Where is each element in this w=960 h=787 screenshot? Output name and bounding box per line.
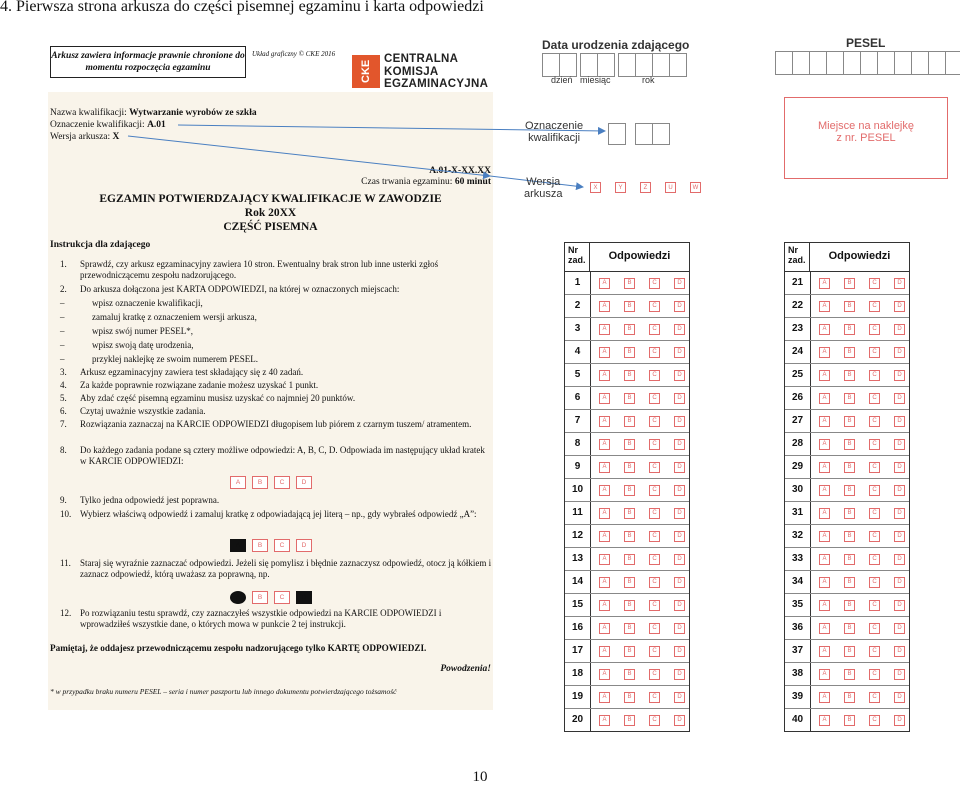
answer-checkbox[interactable]: D — [674, 554, 685, 565]
answer-checkbox[interactable]: D — [674, 669, 685, 680]
answer-checkbox[interactable]: B — [844, 600, 855, 611]
answer-checkbox[interactable]: C — [649, 646, 660, 657]
answer-row — [785, 295, 909, 318]
question-number: 34 — [785, 571, 811, 593]
answer-checkbox[interactable]: D — [674, 531, 685, 542]
answer-checkbox[interactable]: D — [894, 439, 905, 450]
qualification-code: Oznaczenie kwalifikacji: A.01 — [50, 120, 166, 130]
answer-checkbox[interactable]: A — [819, 416, 830, 427]
answer-row — [565, 617, 689, 640]
question-number: 21 — [785, 272, 811, 294]
answer-checkbox[interactable]: A — [819, 439, 830, 450]
answer-checkbox[interactable]: B — [624, 485, 635, 496]
answer-checkbox[interactable]: A — [599, 462, 610, 473]
answer-row — [785, 410, 909, 433]
legal-notice: Arkusz zawiera informacje prawnie chronione do momentu rozpoczęcia egzaminu — [50, 46, 246, 78]
answer-checkbox[interactable]: D — [674, 577, 685, 588]
answer-checkbox[interactable]: B — [844, 669, 855, 680]
answer-checkbox[interactable]: D — [894, 301, 905, 312]
question-number: 5 — [565, 364, 591, 386]
answer-checkbox[interactable]: B — [624, 278, 635, 289]
answer-checkbox[interactable]: A — [819, 393, 830, 404]
answer-row — [785, 318, 909, 341]
answer-checkbox[interactable]: C — [869, 577, 880, 588]
question-number: 39 — [785, 686, 811, 708]
answer-checkbox[interactable]: C — [649, 301, 660, 312]
answer-checkbox[interactable]: C — [649, 531, 660, 542]
answer-checkbox[interactable]: D — [674, 715, 685, 726]
answer-checkbox[interactable]: C — [649, 577, 660, 588]
answer-checkbox[interactable]: D — [894, 370, 905, 381]
answer-row — [785, 640, 909, 663]
version-label: Wersja arkusza — [524, 176, 563, 200]
version-option[interactable]: U — [665, 182, 676, 193]
answer-checkbox[interactable]: D — [894, 577, 905, 588]
question-number: 9 — [565, 456, 591, 478]
answer-checkbox[interactable]: D — [674, 416, 685, 427]
question-number: 30 — [785, 479, 811, 501]
question-number: 4 — [565, 341, 591, 363]
page-number: 10 — [472, 769, 488, 785]
answer-checkbox[interactable]: C — [869, 508, 880, 519]
answer-row — [565, 456, 689, 479]
dob-year-label: rok — [642, 75, 655, 85]
answer-checkbox[interactable]: D — [894, 462, 905, 473]
answer-checkbox[interactable]: C — [869, 347, 880, 358]
answer-checkbox[interactable]: A — [599, 324, 610, 335]
answer-checkbox[interactable]: A — [819, 600, 830, 611]
version-option[interactable]: W — [690, 182, 701, 193]
answer-checkbox[interactable]: D — [894, 416, 905, 427]
answer-checkbox[interactable]: A — [819, 485, 830, 496]
answer-checkbox[interactable]: D — [894, 692, 905, 703]
question-number: 23 — [785, 318, 811, 340]
answer-checkbox[interactable]: C — [649, 715, 660, 726]
footnote: * w przypadku braku numeru PESEL – seria i numer paszportu lub innego dokumentu potwierdzającego tożsamość — [50, 687, 397, 696]
answer-checkbox[interactable]: D — [894, 508, 905, 519]
answer-checkbox[interactable]: D — [674, 370, 685, 381]
answer-checkbox[interactable]: A — [819, 623, 830, 634]
answer-checkbox[interactable]: C — [869, 554, 880, 565]
question-number: 37 — [785, 640, 811, 662]
answer-checkbox[interactable]: B — [624, 416, 635, 427]
answer-checkbox[interactable]: C — [649, 347, 660, 358]
answer-checkbox[interactable]: D — [674, 439, 685, 450]
question-number: 29 — [785, 456, 811, 478]
pesel-cells — [775, 51, 960, 75]
answer-row — [565, 502, 689, 525]
answer-checkbox[interactable]: C — [649, 508, 660, 519]
answer-checkbox[interactable]: A — [599, 508, 610, 519]
answer-checkbox[interactable]: C — [649, 485, 660, 496]
answer-checkbox[interactable]: D — [894, 715, 905, 726]
question-number: 25 — [785, 364, 811, 386]
question-number: 11 — [565, 502, 591, 524]
question-number: 35 — [785, 594, 811, 616]
answer-checkbox[interactable]: A — [599, 393, 610, 404]
answer-row — [565, 410, 689, 433]
answer-checkbox[interactable]: D — [674, 393, 685, 404]
answer-checkbox[interactable]: A — [819, 462, 830, 473]
answer-checkbox[interactable]: C — [869, 324, 880, 335]
answer-row — [565, 640, 689, 663]
answer-row — [785, 387, 909, 410]
answer-checkbox[interactable]: C — [649, 278, 660, 289]
answer-checkbox[interactable]: D — [894, 669, 905, 680]
pesel-title: PESEL — [846, 36, 886, 50]
answer-checkbox[interactable]: D — [674, 462, 685, 473]
answer-checkbox[interactable]: A — [819, 301, 830, 312]
answer-checkbox[interactable]: D — [894, 554, 905, 565]
answer-checkbox[interactable]: B — [624, 508, 635, 519]
question-number: 26 — [785, 387, 811, 409]
answer-checkbox[interactable]: B — [624, 646, 635, 657]
answer-row — [565, 295, 689, 318]
answer-checkbox[interactable]: C — [869, 646, 880, 657]
answer-row — [785, 479, 909, 502]
answer-checkbox[interactable]: A — [599, 623, 610, 634]
reminder: Pamiętaj, że oddajesz przewodniczącemu zespołu nadzorującego tylko KARTĘ ODPOWIEDZI. — [50, 643, 427, 653]
answer-checkbox[interactable]: B — [844, 324, 855, 335]
answer-checkbox[interactable]: B — [844, 301, 855, 312]
qualification-name: Nazwa kwalifikacji: Wytwarzanie wyrobów ze szkła — [50, 108, 257, 118]
answer-row — [565, 272, 689, 295]
answer-row — [565, 479, 689, 502]
answer-checkbox[interactable]: C — [649, 324, 660, 335]
question-number: 19 — [565, 686, 591, 708]
answer-checkbox[interactable]: C — [869, 278, 880, 289]
answer-checkbox[interactable]: B — [624, 301, 635, 312]
question-number: 20 — [565, 709, 591, 731]
exam-part: CZĘŚĆ PISEMNA — [223, 221, 318, 233]
answer-checkbox[interactable]: B — [844, 278, 855, 289]
answer-row — [785, 525, 909, 548]
answer-row — [565, 387, 689, 410]
answer-checkbox[interactable]: B — [624, 577, 635, 588]
answer-row — [785, 548, 909, 571]
answer-checkbox[interactable]: D — [894, 347, 905, 358]
answer-checkbox[interactable]: D — [894, 646, 905, 657]
answer-grid-2: Nr zad. Odpowiedzi 21 A B C D 22 A B C D 23 A B C D 24 A B C D 25 A B C D 26 A B C D 27 A B C D 28 A B C D 29 A B C D 30 A B C D 31 A B C D 32 A B C D 33 A B C D 34 A B C D 35 A B C D 36 A B C D 37 A B C D 38 A B C D 39 A B C D 40 A B C D — [784, 242, 910, 732]
answer-checkbox[interactable]: A — [819, 370, 830, 381]
question-number: 24 — [785, 341, 811, 363]
dob-month-label: miesiąc — [580, 75, 611, 85]
answer-checkbox[interactable]: C — [649, 416, 660, 427]
dob-title: Data urodzenia zdającego — [542, 38, 690, 52]
answer-checkbox[interactable]: C — [869, 531, 880, 542]
answer-checkbox[interactable]: D — [674, 301, 685, 312]
answer-row — [785, 341, 909, 364]
qualification-cells — [608, 123, 669, 145]
answer-checkbox[interactable]: D — [894, 393, 905, 404]
section-heading: 4. Pierwsza strona arkusza do części pisemnej egzaminu i karta odpowiedzi — [0, 0, 484, 15]
answer-checkbox[interactable]: C — [649, 554, 660, 565]
sheet-version: Wersja arkusza: X — [50, 132, 120, 142]
answer-checkbox[interactable]: A — [599, 301, 610, 312]
pesel-sticker-area: Miejsce na naklejkę z nr. PESEL — [784, 97, 948, 179]
question-number: 32 — [785, 525, 811, 547]
answer-checkbox[interactable]: A — [819, 646, 830, 657]
answer-row — [785, 502, 909, 525]
question-number: 3 — [565, 318, 591, 340]
question-number: 15 — [565, 594, 591, 616]
answer-checkbox[interactable]: B — [624, 347, 635, 358]
answer-checkbox[interactable]: C — [649, 439, 660, 450]
question-number: 38 — [785, 663, 811, 685]
answer-checkbox[interactable]: A — [599, 646, 610, 657]
answer-checkbox[interactable]: C — [649, 669, 660, 680]
sheet-code: A.01-X-XX.XX — [429, 166, 491, 176]
question-number: 1 — [565, 272, 591, 294]
answer-row — [565, 594, 689, 617]
cke-logo-icon: CKE — [352, 55, 380, 88]
answer-checkbox[interactable]: D — [894, 485, 905, 496]
question-number: 31 — [785, 502, 811, 524]
answer-checkbox[interactable]: A — [819, 715, 830, 726]
answer-checkbox[interactable]: A — [599, 669, 610, 680]
answer-row — [785, 686, 909, 709]
question-number: 17 — [565, 640, 591, 662]
answer-grid-1: Nr zad. Odpowiedzi 1 A B C D 2 A B C D 3 A B C D 4 A B C D 5 A B C D 6 A B C D 7 A B C D 8 A B C D 9 A B C D 10 A B C D 11 A B C D 12 A B C D 13 A B C D 14 A B C D 15 A B C D 16 A B C D 17 A B C D 18 A B C D 19 A B C D 20 A B C D — [564, 242, 690, 732]
answer-checkbox[interactable]: C — [649, 393, 660, 404]
example-boxes: A B C D — [230, 476, 312, 489]
answer-checkbox[interactable]: A — [599, 600, 610, 611]
answer-checkbox[interactable]: A — [819, 278, 830, 289]
dob-day-label: dzień — [551, 75, 573, 85]
question-number: 16 — [565, 617, 591, 639]
answer-checkbox[interactable]: A — [599, 347, 610, 358]
answer-checkbox[interactable]: A — [599, 554, 610, 565]
answer-checkbox[interactable]: B — [624, 692, 635, 703]
answer-checkbox[interactable]: D — [894, 278, 905, 289]
question-number: 36 — [785, 617, 811, 639]
answer-checkbox[interactable]: A — [599, 416, 610, 427]
answer-checkbox[interactable]: C — [869, 462, 880, 473]
answer-checkbox[interactable]: C — [869, 669, 880, 680]
question-number: 22 — [785, 295, 811, 317]
question-number: 14 — [565, 571, 591, 593]
answer-checkbox[interactable]: B — [844, 646, 855, 657]
question-number: 33 — [785, 548, 811, 570]
answer-row — [785, 571, 909, 594]
answer-checkbox[interactable]: B — [624, 669, 635, 680]
answer-row — [565, 686, 689, 709]
answer-checkbox[interactable]: B — [624, 554, 635, 565]
answer-checkbox[interactable]: A — [599, 370, 610, 381]
answer-row — [565, 571, 689, 594]
answer-checkbox[interactable]: C — [649, 623, 660, 634]
answer-checkbox[interactable]: B — [624, 370, 635, 381]
version-option[interactable]: X — [590, 182, 601, 193]
answer-checkbox[interactable]: D — [674, 324, 685, 335]
answer-checkbox[interactable]: A — [819, 324, 830, 335]
answer-row — [565, 364, 689, 387]
answer-checkbox[interactable]: A — [819, 508, 830, 519]
question-number: 27 — [785, 410, 811, 432]
answer-row — [565, 709, 689, 731]
version-option[interactable]: Y — [615, 182, 626, 193]
answer-checkbox[interactable]: A — [819, 669, 830, 680]
answer-checkbox[interactable]: D — [674, 600, 685, 611]
answer-checkbox[interactable]: C — [649, 370, 660, 381]
answer-checkbox[interactable]: D — [674, 692, 685, 703]
answer-checkbox[interactable]: B — [844, 416, 855, 427]
answer-checkbox[interactable]: B — [624, 439, 635, 450]
answer-checkbox[interactable]: C — [869, 416, 880, 427]
answer-checkbox[interactable]: C — [869, 301, 880, 312]
answer-checkbox[interactable]: B — [844, 485, 855, 496]
answer-checkbox[interactable]: C — [869, 715, 880, 726]
answer-row — [785, 456, 909, 479]
question-number: 12 — [565, 525, 591, 547]
answer-checkbox[interactable]: B — [624, 623, 635, 634]
answer-checkbox[interactable]: A — [599, 485, 610, 496]
answer-checkbox[interactable]: A — [599, 439, 610, 450]
answer-checkbox[interactable]: D — [894, 623, 905, 634]
example-filled-boxes: A B C D — [230, 539, 312, 552]
answer-checkbox[interactable]: D — [674, 278, 685, 289]
answer-checkbox[interactable]: A — [599, 577, 610, 588]
answer-checkbox[interactable]: A — [819, 531, 830, 542]
answer-checkbox[interactable]: B — [844, 393, 855, 404]
answer-checkbox[interactable]: A — [599, 278, 610, 289]
version-option[interactable]: Z — [640, 182, 651, 193]
question-number: 6 — [565, 387, 591, 409]
answer-checkbox[interactable]: A — [819, 577, 830, 588]
answer-checkbox[interactable]: B — [844, 554, 855, 565]
answer-checkbox[interactable]: B — [844, 692, 855, 703]
question-number: 18 — [565, 663, 591, 685]
answer-checkbox[interactable]: B — [844, 462, 855, 473]
instructions-title: Instrukcja dla zdającego — [50, 240, 151, 250]
answer-checkbox[interactable]: B — [844, 577, 855, 588]
question-number: 8 — [565, 433, 591, 455]
qualification-label: Oznaczenie kwalifikacji — [525, 120, 584, 144]
answer-checkbox[interactable]: B — [624, 324, 635, 335]
exam-title: EGZAMIN POTWIERDZAJĄCY KWALIFIKACJE W ZAWODZIE — [99, 193, 442, 205]
answer-row — [785, 709, 909, 731]
answer-checkbox[interactable]: D — [674, 646, 685, 657]
answer-checkbox[interactable]: D — [674, 508, 685, 519]
answer-checkbox[interactable]: B — [624, 600, 635, 611]
answer-checkbox[interactable]: D — [894, 324, 905, 335]
answer-row — [565, 525, 689, 548]
answer-row — [785, 663, 909, 686]
answer-checkbox[interactable]: A — [819, 692, 830, 703]
answer-checkbox[interactable]: C — [869, 600, 880, 611]
answer-checkbox[interactable]: B — [844, 347, 855, 358]
cke-logo-text: CENTRALNA KOMISJA EGZAMINACYJNA — [384, 53, 489, 90]
answer-checkbox[interactable]: D — [674, 623, 685, 634]
answer-checkbox[interactable]: B — [844, 715, 855, 726]
answer-row — [565, 341, 689, 364]
answer-checkbox[interactable]: C — [869, 623, 880, 634]
answer-row — [785, 364, 909, 387]
answer-row — [785, 617, 909, 640]
question-number: 13 — [565, 548, 591, 570]
question-number: 10 — [565, 479, 591, 501]
answer-checkbox[interactable]: B — [844, 623, 855, 634]
answer-row — [565, 548, 689, 571]
exam-duration: Czas trwania egzaminu: 60 minut — [361, 177, 491, 187]
answer-checkbox[interactable]: B — [624, 462, 635, 473]
answer-checkbox[interactable]: A — [599, 715, 610, 726]
answer-row — [565, 433, 689, 456]
question-number: 7 — [565, 410, 591, 432]
answer-checkbox[interactable]: A — [599, 531, 610, 542]
answer-checkbox[interactable]: A — [599, 692, 610, 703]
answer-checkbox[interactable]: C — [869, 692, 880, 703]
answer-checkbox[interactable]: C — [869, 393, 880, 404]
question-number: 40 — [785, 709, 811, 731]
exam-sheet: Arkusz zawiera informacje prawnie chronione do momentu rozpoczęcia egzaminu Układ graficzny © CKE 2016 CKE CENTRALNA KOMISJA EGZAMINACYJNA Nazwa kwalifikacji: Wytwarzanie wyrobów ze szkła Oznaczenie kwalifikacji: A.01 Wersja arkusza: X A.01-X-XX.XX Czas trwania egzaminu: 60 minut EGZAMIN POTWIERDZAJĄCY KWALIFIKACJE W ZAWODZIE Rok 20XX CZĘŚĆ PISEMNA Instrukcja dla zdającego 1. Sprawdź, czy arkusz egzaminacyjny zawiera 10 stron. Ewentualny brak stron lub inne usterki zgłoś przewodniczącemu zespołu nadzorującego. 2. Do arkusza dołączona jest KARTA ODPOWIEDZI, na której w oznaczonych miejscach: – wpisz oznaczenie kwalifikacji, – zamaluj kratkę z oznaczeniem wersji arkusza, – wpisz swój numer PESEL*, – wpisz swoją datę urodzenia, – przyklej naklejkę ze swoim numerem PESEL. 3. Arkusz egzaminacyjny zawiera test składający się z 40 zadań. 4. Za każde poprawnie rozwiązane zadanie możesz uzyskać 1 punkt. 5. Aby zdać część pisemną egzaminu musisz uzyskać co najmniej 20 punktów. 6. Czytaj uważnie wszystkie zadania. 7. Rozwiązania zaznaczaj na KARCIE ODPOWIEDZI długopisem lub piórem z czarnym tuszem/ atramentem. 8. Do każdego zadania podane są cztery możliwe odpowiedzi: A, B, C, D. Odpowiada im następujący układ kratek w KARCIE ODPOWIEDZI: A B C D 9. Tylko jedna odpowiedź jest poprawna. 10. Wybierz właściwą odpowiedź i zamaluj kratkę z odpowiadającą jej literą – np., gdy wybrałeś odpowiedź „A”: A B C D 11. Staraj się wyraźnie zaznaczać odpowiedzi. Jeżeli się pomylisz i błędnie zaznaczysz odpowiedź, otocz ją kółkiem i zaznacz odpowiedź, którą uważasz za poprawną, np. A B C D 12. Po rozwiązaniu testu sprawdź, czy zaznaczyłeś wszystkie odpowiedzi na KARCIE ODPOWIEDZI i wprowadziłeś wszystkie dane, o których mowa w punkcie 2 tej instrukcji. Pamiętaj, że oddajesz przewodniczącemu zespołu nadzorującego tylko KARTĘ ODPOWIEDZI. Powodzenia! * w przypadku braku numeru PESEL – seria i numer paszportu lub innego dokumentu potwierdzającego tożsamość — [48, 42, 493, 710]
answer-checkbox[interactable]: C — [869, 485, 880, 496]
answer-checkbox[interactable]: C — [649, 692, 660, 703]
version-options — [590, 182, 715, 193]
answer-checkbox[interactable]: B — [844, 508, 855, 519]
dob-cells — [542, 53, 686, 77]
exam-year: Rok 20XX — [244, 207, 297, 219]
answer-row — [565, 663, 689, 686]
question-number: 2 — [565, 295, 591, 317]
question-number: 28 — [785, 433, 811, 455]
answer-checkbox[interactable]: B — [624, 393, 635, 404]
answer-checkbox[interactable]: D — [674, 347, 685, 358]
layout-copyright: Układ graficzny © CKE 2016 — [252, 50, 336, 58]
answer-checkbox[interactable]: B — [844, 370, 855, 381]
good-luck: Powodzenia! — [440, 664, 491, 674]
answer-checkbox[interactable]: D — [894, 531, 905, 542]
example-correction-boxes: A B C D — [230, 591, 312, 604]
answer-checkbox[interactable]: B — [624, 715, 635, 726]
answer-checkbox[interactable]: D — [674, 485, 685, 496]
answer-checkbox[interactable]: A — [819, 347, 830, 358]
answer-checkbox[interactable]: D — [894, 600, 905, 611]
answer-checkbox[interactable]: C — [869, 439, 880, 450]
answer-checkbox[interactable]: B — [624, 531, 635, 542]
answer-row — [785, 272, 909, 295]
answer-checkbox[interactable]: B — [844, 439, 855, 450]
answer-checkbox[interactable]: C — [649, 462, 660, 473]
answer-checkbox[interactable]: B — [844, 531, 855, 542]
answer-row — [565, 318, 689, 341]
answer-checkbox[interactable]: C — [649, 600, 660, 611]
answer-checkbox[interactable]: C — [869, 370, 880, 381]
answer-checkbox[interactable]: A — [819, 554, 830, 565]
answer-row — [785, 433, 909, 456]
answer-row — [785, 594, 909, 617]
